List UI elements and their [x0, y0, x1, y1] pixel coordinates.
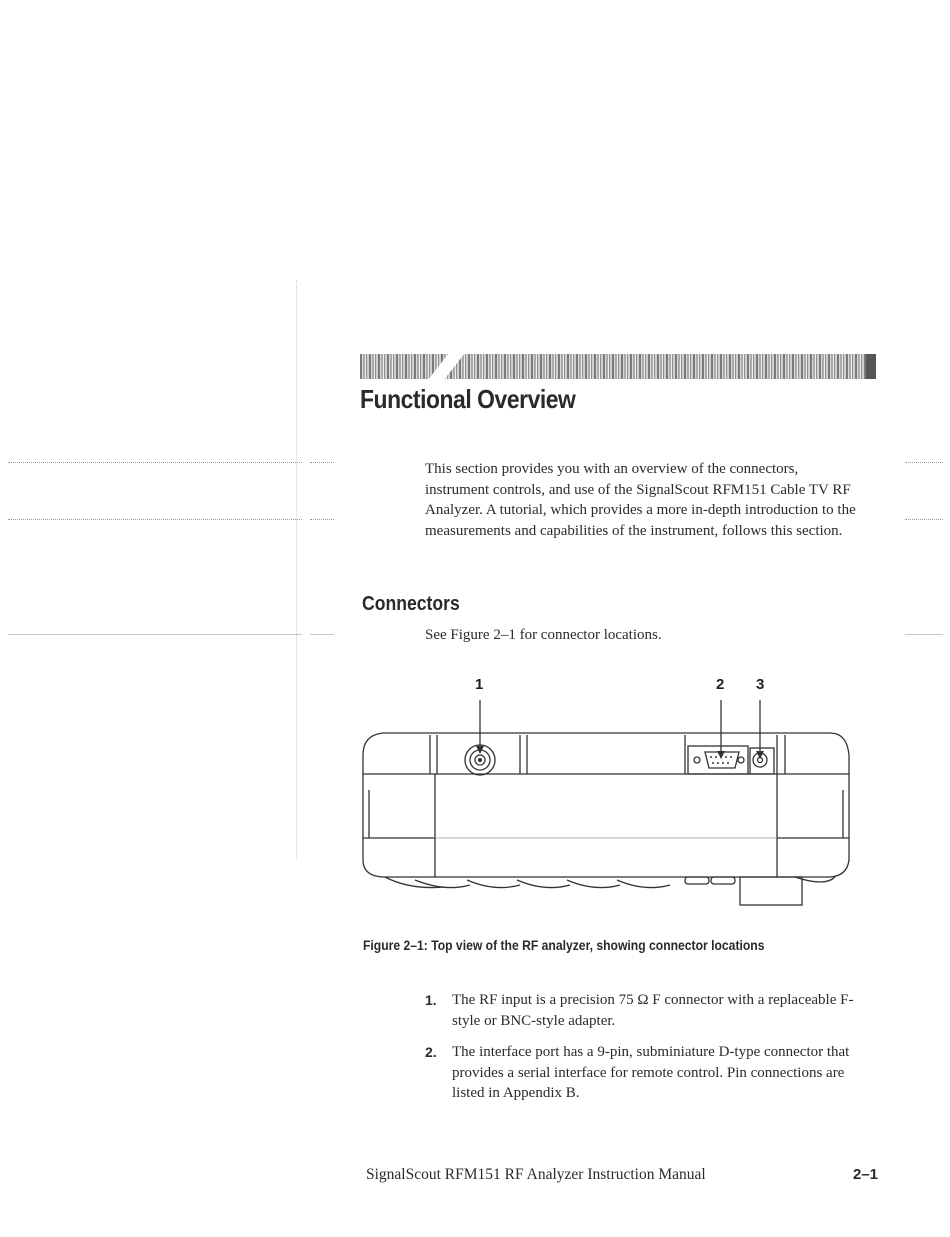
rf-input-connector [465, 745, 495, 775]
connector-list [425, 990, 865, 1115]
figure-caption: Figure 2–1: Top view of the RF analyzer, showing connector locations [363, 938, 765, 953]
list-item-number: 1. [425, 992, 437, 1008]
margin-rule [905, 519, 943, 520]
column-guide [296, 280, 297, 860]
list-item [425, 1042, 865, 1104]
page-title: Functional Overview [360, 384, 576, 414]
figure-reference: See Figure 2–1 for connector locations. [425, 627, 662, 643]
footer-manual-title: SignalScout RFM151 RF Analyzer Instruction Manual [366, 1166, 706, 1183]
callout-leaders [476, 700, 764, 759]
margin-rule [8, 634, 302, 635]
analyzer-top-view-figure [355, 690, 865, 915]
footer-page-number: 2–1 [852, 1166, 878, 1183]
callout-3: 3 [756, 676, 765, 693]
list-item-number: 2. [425, 1044, 437, 1060]
connectors-heading: Connectors [362, 593, 460, 615]
list-item-text: The interface port has a 9-pin, subminiature D-type connector that provides a serial interface for remote control. Pin connections are listed in Appendix B. [452, 1044, 850, 1101]
margin-rule [8, 462, 302, 463]
serial-port-connector [688, 746, 748, 774]
intro-paragraph: This section provides you with an overview of the connectors, instrument controls, and use of the SignalScout RFM151 Cable TV RF Analyzer. A tutorial, which provides a more in-depth introduction to the measurements and capabilities of the instrument, follows this section. [425, 461, 856, 539]
analyzer-feet [385, 877, 835, 888]
margin-rule [310, 519, 334, 520]
tilt-stand [740, 877, 802, 905]
list-item [425, 990, 865, 1031]
margin-rule [310, 634, 334, 635]
analyzer-body [363, 733, 849, 877]
margin-rule [905, 462, 943, 463]
list-item-text: The RF input is a precision 75 Ω F connector with a replaceable F-style or BNC-style adapter. [452, 992, 854, 1029]
margin-rule [310, 462, 334, 463]
margin-rule [8, 519, 302, 520]
chapter-banner [360, 354, 876, 379]
callout-2: 2 [716, 676, 725, 693]
margin-rule [905, 634, 943, 635]
callout-1: 1 [475, 676, 484, 693]
